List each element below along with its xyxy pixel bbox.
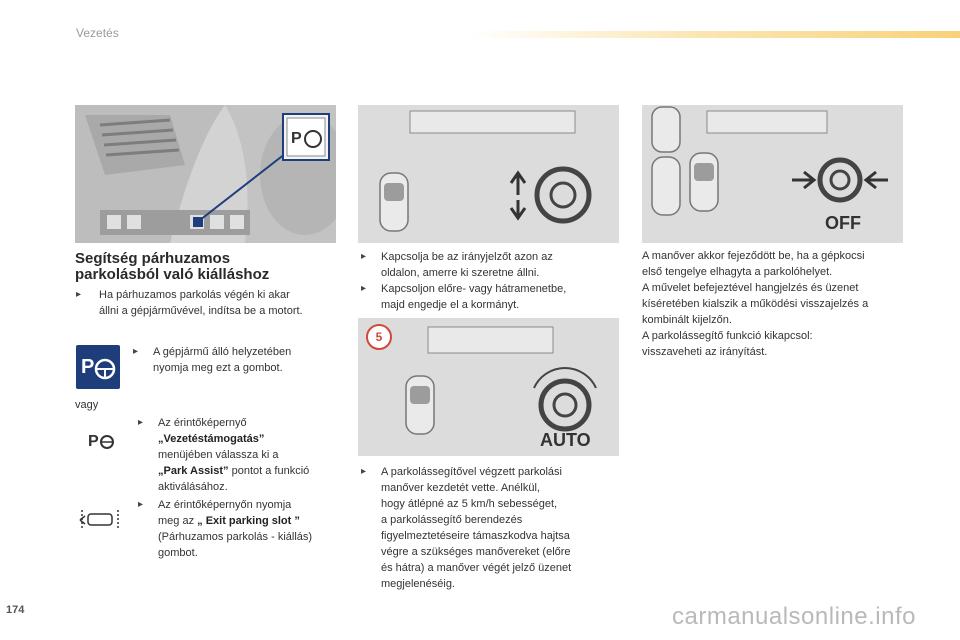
section-title-line1: Segítség párhuzamos: [75, 250, 231, 267]
text-line: meg az: [158, 515, 198, 527]
watermark: carmanualsonline.info: [672, 603, 916, 630]
dashboard-illustration: [75, 105, 336, 243]
dashboard-drawing: [75, 105, 336, 243]
text-line: A művelet befejeztével hangjelzés és üzenet: [642, 282, 859, 294]
text-line: Az érintőképernyőn nyomja: [158, 499, 292, 511]
svg-text:P: P: [88, 433, 99, 450]
exit-parking-slot-icon: [79, 508, 121, 530]
indicator-illustration: [358, 105, 619, 243]
text-line: kíséretében kialszik a működési visszajelzés a: [642, 298, 869, 310]
text-line: nyomja meg ezt a gombot.: [153, 362, 283, 374]
text-line: kombinált kijelzőn.: [642, 314, 732, 326]
instruction-start-engine: [76, 287, 346, 319]
text-line: oldalon, amerre ki szeretne állni.: [381, 267, 540, 279]
section-title: [75, 251, 345, 283]
instruction-indicator: [361, 249, 611, 281]
text-line: manőver kezdetét vette. Anélkül,: [381, 482, 540, 494]
bullet-icon: ▸: [138, 417, 144, 428]
text-line: Kapcsoljon előre- vagy hátramenetbe,: [381, 283, 567, 295]
menu-name: „Vezetéstámogatás”: [158, 433, 265, 445]
bullet-icon: ▸: [361, 251, 367, 262]
text-line: végre a szükséges manővereket (előre: [381, 546, 571, 558]
off-label: OFF: [825, 213, 861, 233]
instruction-press-button: [133, 344, 333, 376]
text-line: menüjében válassza ki a: [158, 449, 279, 461]
text-line: majd engedje el a kormányt.: [381, 299, 520, 311]
page-number: 174: [6, 604, 25, 616]
bullet-icon: ▸: [133, 346, 139, 357]
completion-description: [642, 248, 912, 360]
text-line: első tengelye elhagyta a parkolóhelyet.: [642, 266, 833, 278]
off-steering-illustration: [642, 105, 903, 243]
instruction-exit-slot: [138, 497, 343, 561]
speed-limit-badge: 5: [366, 324, 392, 350]
bullet-icon: ▸: [361, 283, 367, 294]
menu-item-name: „Park Assist”: [158, 465, 229, 477]
svg-text:P: P: [81, 356, 95, 378]
text-line: Kapcsolja be az irányjelzőt azon az: [381, 251, 553, 263]
section-title-line2: parkolásból való kiálláshoz: [75, 266, 270, 283]
text-line: pontot a funkció: [228, 465, 310, 477]
park-assist-menu-icon: [88, 428, 118, 452]
text-line: visszaveheti az irányítást.: [642, 346, 768, 358]
header-accent-bar: [470, 31, 960, 38]
park-assist-button-icon: [76, 345, 120, 389]
text-line: A manőver akkor fejeződött be, ha a gépkocsi: [642, 250, 865, 262]
bullet-icon: ▸: [76, 289, 82, 300]
text-line: megjelenéséig.: [381, 578, 455, 590]
text-line: Ha párhuzamos parkolás végén ki akar: [99, 289, 290, 301]
or-separator: vagy: [75, 399, 99, 411]
text-line: A parkolássegítő funkció kikapcsol:: [642, 330, 813, 342]
button-name: „ Exit parking slot ”: [197, 515, 300, 527]
text-line: Az érintőképernyő: [158, 417, 247, 429]
instruction-gear: [361, 281, 611, 313]
section-label: Vezetés: [76, 26, 119, 40]
text-line: A parkolássegítővel végzett parkolási: [381, 466, 562, 478]
text-line: és hátra) a manőver végét jelző üzenet: [381, 562, 572, 574]
instruction-manoeuvre: [361, 464, 611, 592]
text-line: hogy átlépné az 5 km/h sebességet,: [381, 498, 558, 510]
instruction-touchscreen-menu: [138, 415, 338, 495]
text-line: aktiválásához.: [158, 481, 228, 493]
text-line: gombot.: [158, 547, 198, 559]
text-line: állni a gépjárművével, indítsa be a motort.: [99, 305, 303, 317]
auto-label: AUTO: [540, 430, 591, 450]
svg-text:P: P: [291, 130, 302, 147]
text-line: a parkolássegítő berendezés: [381, 514, 523, 526]
text-line: (Párhuzamos parkolás - kiállás): [158, 531, 313, 543]
text-line: figyelmeztetéseire támaszkodva hajtsa: [381, 530, 570, 542]
text-line: A gépjármű álló helyzetében: [153, 346, 292, 358]
bullet-icon: ▸: [361, 466, 367, 477]
bullet-icon: ▸: [138, 499, 144, 510]
